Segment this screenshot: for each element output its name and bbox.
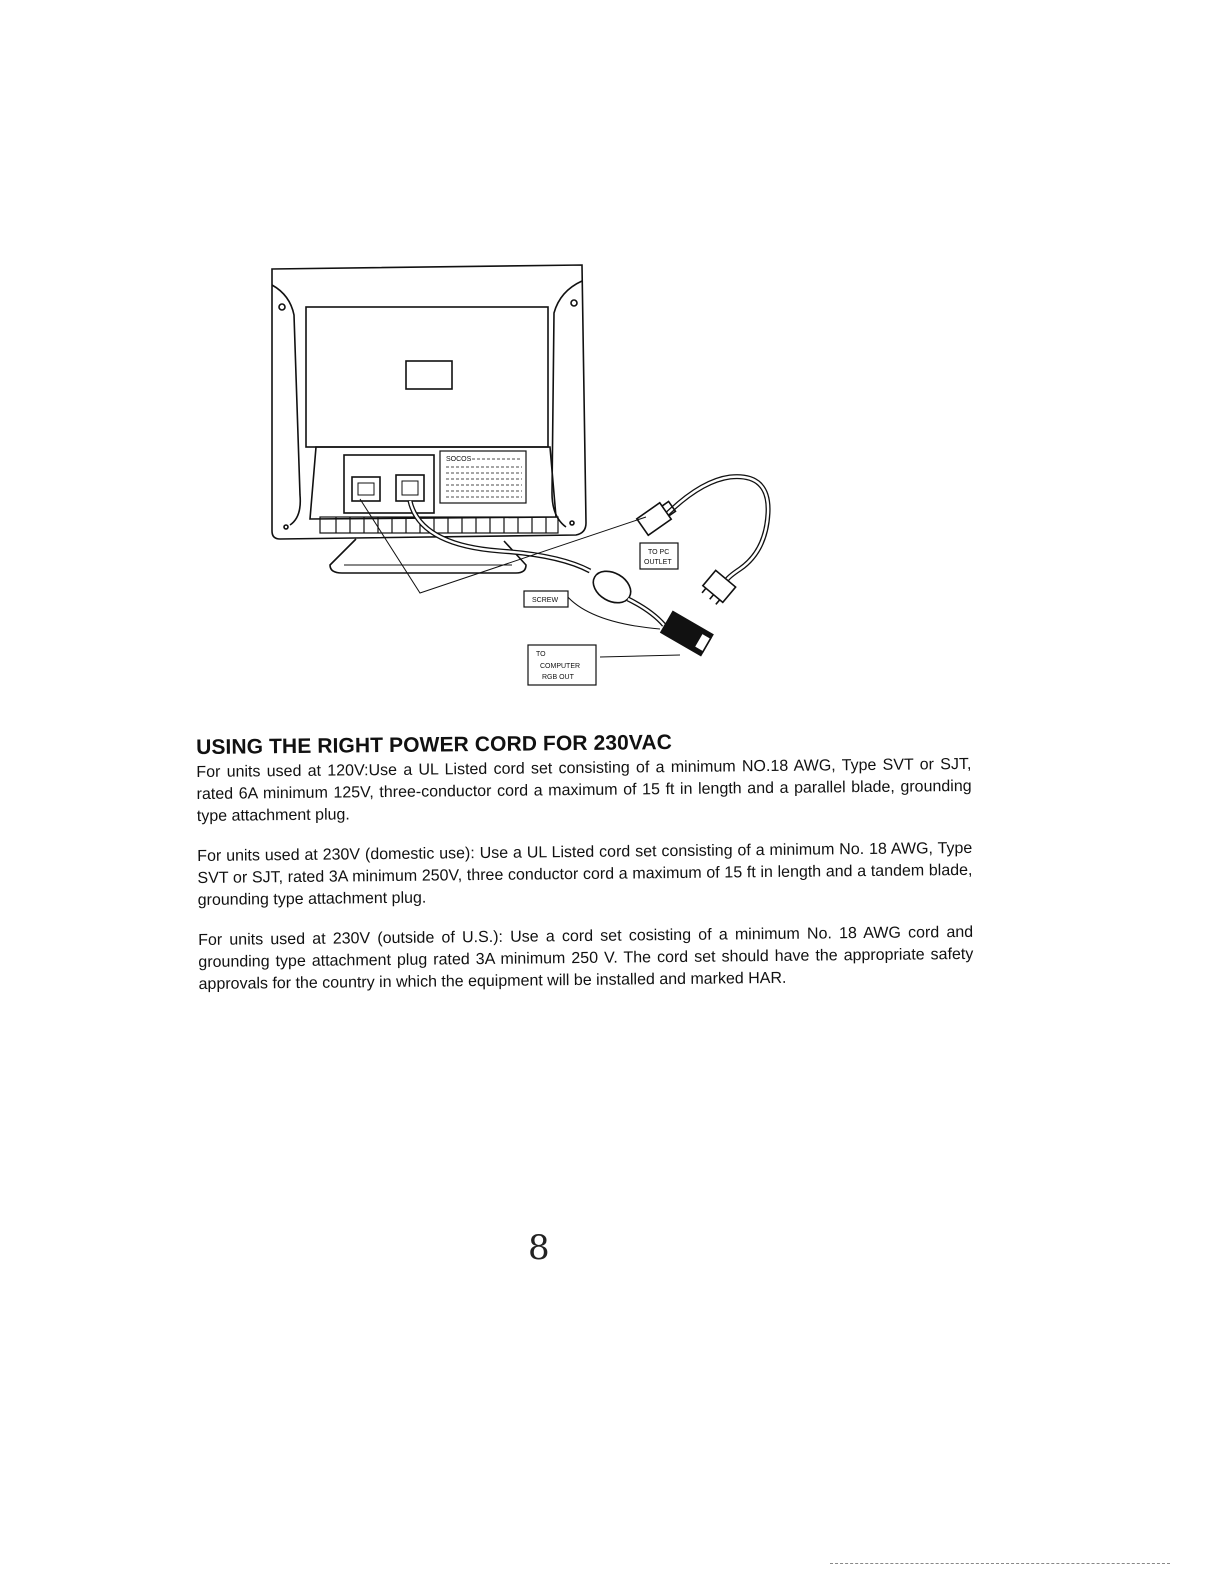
monitor-left-panel <box>272 285 300 525</box>
callout-to-pc-line1: TO PC <box>648 549 670 556</box>
callout-to-computer-line2: COMPUTER <box>540 663 581 670</box>
monitor-housing <box>272 265 586 539</box>
ferrite-core <box>588 565 637 609</box>
power-cord-monitor-plug <box>637 498 678 535</box>
connector-housing <box>310 447 556 519</box>
screw-hole <box>570 521 574 525</box>
power-socket <box>352 477 380 501</box>
section-heading: USING THE RIGHT POWER CORD FOR 230VAC <box>196 731 673 759</box>
signal-connector-inner <box>402 481 418 495</box>
paragraph-230v-outside-us: For units used at 230V (outside of U.S.): Use a cord set cosisting of a minimum No. 18 AWG cord and grounding type attachment plug rated 3A minimum 250 V. The cord set should have the appropriate safety approvals for the country in which the equipment will be installed and marked HAR. <box>198 923 974 993</box>
callout-screw-text: SCREW <box>532 597 559 604</box>
rating-label-lines <box>446 459 522 497</box>
paragraph-120v: For units used at 120V:Use a UL Listed cord set consisting of a minimum NO.18 AWG, Type SVT or SJT, rated 6A minimum 125V, three-conductor cord a maximum of 15 ft in length and a parallel blade, grounding type attachment plug. <box>196 755 972 825</box>
label-plate <box>406 361 452 389</box>
power-cord-inner <box>664 477 768 581</box>
monitor-rear-panel <box>306 307 548 447</box>
power-socket-pins <box>358 483 374 495</box>
screw-hole <box>279 304 285 310</box>
paragraph-230v-domestic: For units used at 230V (domestic use): Use a UL Listed cord set consisting of a minimum No. 18 AWG, Type SVT or SJT, rated 3A minimum 250V, three conductor cord a maximum of 15 ft in length and a tandem blade, grounding type attachment plug. <box>197 839 973 909</box>
scan-artifact-line <box>830 1563 1170 1566</box>
signal-connector <box>396 475 424 501</box>
screw-hole <box>571 300 577 306</box>
callout-to-computer-line3: RGB OUT <box>542 674 574 681</box>
monitor-stand <box>330 539 526 573</box>
monitor-rear-illustration <box>260 255 800 695</box>
power-cord-outer <box>664 477 768 581</box>
computer-leader <box>600 655 680 657</box>
monitor-connection-diagram <box>260 255 800 695</box>
page-number: 8 <box>528 1228 550 1268</box>
vga-plug <box>661 612 713 656</box>
rating-label-text: SOCOS <box>446 456 472 463</box>
monitor-right-panel <box>552 281 582 527</box>
callout-to-computer-line1: TO <box>536 651 546 658</box>
screw-hole <box>284 525 288 529</box>
callout-to-pc-line2: OUTLET <box>644 559 672 566</box>
power-cord-section <box>196 728 974 1014</box>
